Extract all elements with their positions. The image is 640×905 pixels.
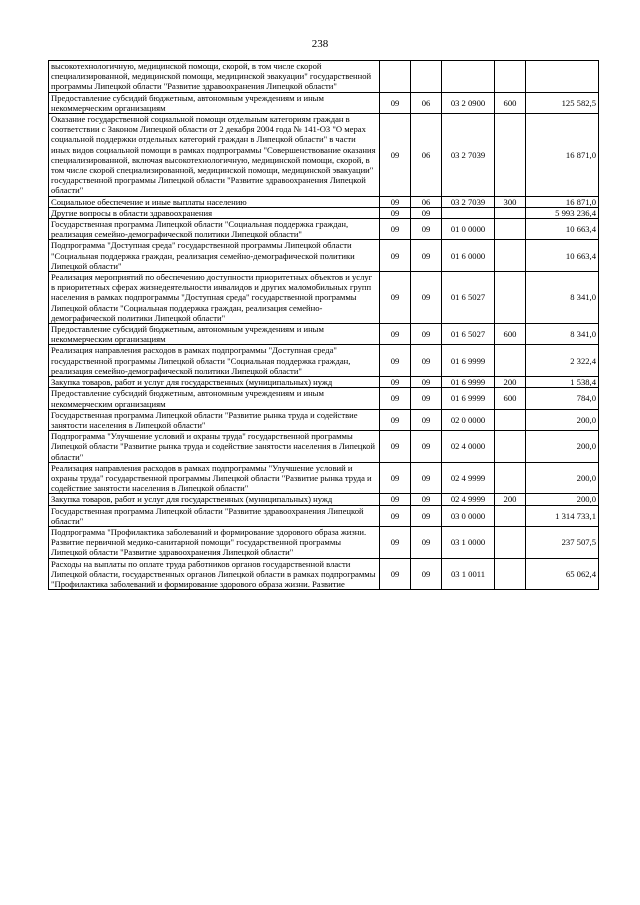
- row-subsection-cell: 09: [411, 240, 442, 272]
- row-subsection-cell: 09: [411, 207, 442, 218]
- row-target-item-cell: 02 4 9999: [442, 462, 495, 494]
- row-section-cell: 09: [380, 207, 411, 218]
- row-subsection-cell: 09: [411, 558, 442, 590]
- row-subsection-cell: 09: [411, 505, 442, 526]
- table-row: [49, 462, 599, 494]
- row-expense-type-cell: [495, 61, 526, 93]
- row-amount-cell: 1 314 733,1: [526, 505, 599, 526]
- row-section-cell: 09: [380, 345, 411, 377]
- table-row: [49, 345, 599, 377]
- row-target-item-cell: 02 4 0000: [442, 431, 495, 463]
- row-section-cell: 09: [380, 377, 411, 388]
- row-name-cell: Закупка товаров, работ и услуг для государственных (муниципальных) нужд: [49, 377, 380, 388]
- row-expense-type-cell: [495, 272, 526, 324]
- table-row: [49, 431, 599, 463]
- row-amount-cell: 16 871,0: [526, 114, 599, 197]
- row-name-cell: Расходы на выплаты по оплате труда работников органов государственной власти Липецкой области, государственных органов Липецкой области в рамках подпрограммы "Профилактика заболеваний и формирование здорового образа жизни. Развитие: [49, 558, 380, 590]
- row-amount-cell: 1 538,4: [526, 377, 599, 388]
- row-name-cell: Оказание государственной социальной помощи отдельным категориям граждан в соответствии с Законом Липецкой области от 2 декабря 2004 года № 141-ОЗ "О мерах социальной поддержки отдельных категорий граждан в Липецкой области" в части иных видов социальной помощи в рамках подпрограммы "Совершенствование оказания специализированной, включая высокотехнологичную, медицинской помощи, скорой, в том числе скорой специализированной, медицинской помощи, медицинской эвакуации" государственной программы Липецкой области "Развитие здравоохранения Липецкой области": [49, 114, 380, 197]
- row-section-cell: 09: [380, 324, 411, 345]
- row-name-cell: Закупка товаров, работ и услуг для государственных (муниципальных) нужд: [49, 494, 380, 505]
- row-section-cell: 09: [380, 494, 411, 505]
- row-name-cell: высокотехнологичную, медицинской помощи, скорой, в том числе скорой специализированной, медицинской помощи, медицинской эвакуации" государственной программы Липецкой области "Развитие здравоохранения Липецкой области": [49, 61, 380, 93]
- row-subsection-cell: 09: [411, 409, 442, 430]
- row-target-item-cell: 02 0 0000: [442, 409, 495, 430]
- table-row: [49, 494, 599, 505]
- table-row: [49, 61, 599, 93]
- row-expense-type-cell: [495, 240, 526, 272]
- row-amount-cell: 65 062,4: [526, 558, 599, 590]
- row-expense-type-cell: 600: [495, 92, 526, 113]
- row-expense-type-cell: 200: [495, 494, 526, 505]
- row-target-item-cell: 01 0 0000: [442, 219, 495, 240]
- row-amount-cell: [526, 61, 599, 93]
- row-name-cell: Подпрограмма "Улучшение условий и охраны труда" государственной программы Липецкой области "Развитие рынка труда и содействие занятости населения в Липецкой области": [49, 431, 380, 463]
- row-amount-cell: 784,0: [526, 388, 599, 409]
- row-target-item-cell: 01 6 9999: [442, 388, 495, 409]
- row-section-cell: 09: [380, 526, 411, 558]
- row-section-cell: 09: [380, 92, 411, 113]
- row-expense-type-cell: [495, 409, 526, 430]
- row-expense-type-cell: [495, 526, 526, 558]
- row-target-item-cell: 01 6 0000: [442, 240, 495, 272]
- row-subsection-cell: 09: [411, 272, 442, 324]
- row-amount-cell: 200,0: [526, 462, 599, 494]
- row-name-cell: Предоставление субсидий бюджетным, автономным учреждениям и иным некоммерческим организациям: [49, 324, 380, 345]
- row-section-cell: 09: [380, 219, 411, 240]
- row-target-item-cell: 03 1 0000: [442, 526, 495, 558]
- row-amount-cell: 2 322,4: [526, 345, 599, 377]
- budget-table: [48, 60, 599, 590]
- row-expense-type-cell: 600: [495, 324, 526, 345]
- row-subsection-cell: 06: [411, 92, 442, 113]
- row-amount-cell: 125 582,5: [526, 92, 599, 113]
- table-row: [49, 196, 599, 207]
- row-expense-type-cell: [495, 462, 526, 494]
- row-section-cell: 09: [380, 558, 411, 590]
- row-expense-type-cell: 600: [495, 388, 526, 409]
- table-row: [49, 558, 599, 590]
- row-name-cell: Предоставление субсидий бюджетным, автономным учреждениям и иным некоммерческим организациям: [49, 92, 380, 113]
- row-name-cell: Подпрограмма "Доступная среда" государственной программы Липецкой области "Социальная поддержка граждан, реализация семейно-демографической политики Липецкой области": [49, 240, 380, 272]
- row-expense-type-cell: [495, 207, 526, 218]
- row-subsection-cell: 09: [411, 462, 442, 494]
- row-name-cell: Подпрограмма "Профилактика заболеваний и формирование здорового образа жизни. Развитие первичной медико-санитарной помощи" государственной программы Липецкой области "Развитие здравоохранения Липецкой области": [49, 526, 380, 558]
- row-subsection-cell: 09: [411, 431, 442, 463]
- row-target-item-cell: 01 6 5027: [442, 324, 495, 345]
- row-subsection-cell: 09: [411, 388, 442, 409]
- row-name-cell: Реализация мероприятий по обеспечению доступности приоритетных объектов и услуг в приоритетных сферах жизнедеятельности инвалидов и других маломобильных групп населения в рамках подпрограммы "Доступная среда" государственной программы Липецкой области "Социальная поддержка граждан, реализация семейно-демографической политики Липецкой области": [49, 272, 380, 324]
- row-target-item-cell: 01 6 9999: [442, 377, 495, 388]
- row-section-cell: 09: [380, 409, 411, 430]
- table-row: [49, 207, 599, 218]
- row-section-cell: 09: [380, 196, 411, 207]
- table-row: [49, 324, 599, 345]
- table-row: [49, 409, 599, 430]
- row-target-item-cell: 01 6 9999: [442, 345, 495, 377]
- row-amount-cell: 10 663,4: [526, 240, 599, 272]
- row-name-cell: Государственная программа Липецкой области "Развитие рынка труда и содействие занятости населения в Липецкой области": [49, 409, 380, 430]
- row-target-item-cell: 03 2 0900: [442, 92, 495, 113]
- row-target-item-cell: 03 2 7039: [442, 196, 495, 207]
- budget-table-body: [49, 61, 599, 590]
- row-section-cell: 09: [380, 388, 411, 409]
- row-target-item-cell: [442, 61, 495, 93]
- row-expense-type-cell: [495, 345, 526, 377]
- row-amount-cell: 10 663,4: [526, 219, 599, 240]
- row-subsection-cell: 09: [411, 377, 442, 388]
- row-subsection-cell: 09: [411, 526, 442, 558]
- table-row: [49, 526, 599, 558]
- row-target-item-cell: 01 6 5027: [442, 272, 495, 324]
- page-number: 238: [311, 38, 329, 50]
- row-section-cell: 09: [380, 505, 411, 526]
- row-amount-cell: 8 341,0: [526, 272, 599, 324]
- row-name-cell: Реализация направления расходов в рамках подпрограммы "Доступная среда" государственной программы Липецкой области "Социальная поддержка граждан, реализация семейно-демографической политики Липецкой области": [49, 345, 380, 377]
- row-amount-cell: 200,0: [526, 409, 599, 430]
- table-row: [49, 377, 599, 388]
- table-row: [49, 114, 599, 197]
- row-expense-type-cell: [495, 219, 526, 240]
- table-row: [49, 388, 599, 409]
- row-subsection-cell: 09: [411, 324, 442, 345]
- row-target-item-cell: 03 2 7039: [442, 114, 495, 197]
- table-row: [49, 272, 599, 324]
- row-section-cell: 09: [380, 240, 411, 272]
- row-subsection-cell: 09: [411, 494, 442, 505]
- row-expense-type-cell: 300: [495, 196, 526, 207]
- row-expense-type-cell: 200: [495, 377, 526, 388]
- row-subsection-cell: 09: [411, 345, 442, 377]
- row-amount-cell: 8 341,0: [526, 324, 599, 345]
- row-section-cell: 09: [380, 431, 411, 463]
- row-expense-type-cell: [495, 114, 526, 197]
- row-subsection-cell: [411, 61, 442, 93]
- row-subsection-cell: 06: [411, 196, 442, 207]
- row-target-item-cell: 03 1 0011: [442, 558, 495, 590]
- row-expense-type-cell: [495, 558, 526, 590]
- table-row: [49, 92, 599, 113]
- row-amount-cell: 200,0: [526, 494, 599, 505]
- row-section-cell: 09: [380, 114, 411, 197]
- row-subsection-cell: 09: [411, 219, 442, 240]
- table-row: [49, 505, 599, 526]
- row-name-cell: Предоставление субсидий бюджетным, автономным учреждениям и иным некоммерческим организациям: [49, 388, 380, 409]
- row-name-cell: Социальное обеспечение и иные выплаты населению: [49, 196, 380, 207]
- row-amount-cell: 200,0: [526, 431, 599, 463]
- row-name-cell: Государственная программа Липецкой области "Социальная поддержка граждан, реализация семейно-демографической политики Липецкой области": [49, 219, 380, 240]
- row-name-cell: Реализация направления расходов в рамках подпрограммы "Улучшение условий и охраны труда" государственной программы Липецкой области "Развитие рынка труда и содействие занятости населения в Липецкой области": [49, 462, 380, 494]
- row-name-cell: Государственная программа Липецкой области "Развитие здравоохранения Липецкой области": [49, 505, 380, 526]
- row-amount-cell: 237 507,5: [526, 526, 599, 558]
- row-amount-cell: 5 993 236,4: [526, 207, 599, 218]
- table-row: [49, 219, 599, 240]
- row-expense-type-cell: [495, 505, 526, 526]
- row-section-cell: [380, 61, 411, 93]
- table-row: [49, 240, 599, 272]
- row-target-item-cell: 03 0 0000: [442, 505, 495, 526]
- row-section-cell: 09: [380, 272, 411, 324]
- row-section-cell: 09: [380, 462, 411, 494]
- row-target-item-cell: [442, 207, 495, 218]
- row-target-item-cell: 02 4 9999: [442, 494, 495, 505]
- row-expense-type-cell: [495, 431, 526, 463]
- row-subsection-cell: 06: [411, 114, 442, 197]
- row-name-cell: Другие вопросы в области здравоохранения: [49, 207, 380, 218]
- row-amount-cell: 16 871,0: [526, 196, 599, 207]
